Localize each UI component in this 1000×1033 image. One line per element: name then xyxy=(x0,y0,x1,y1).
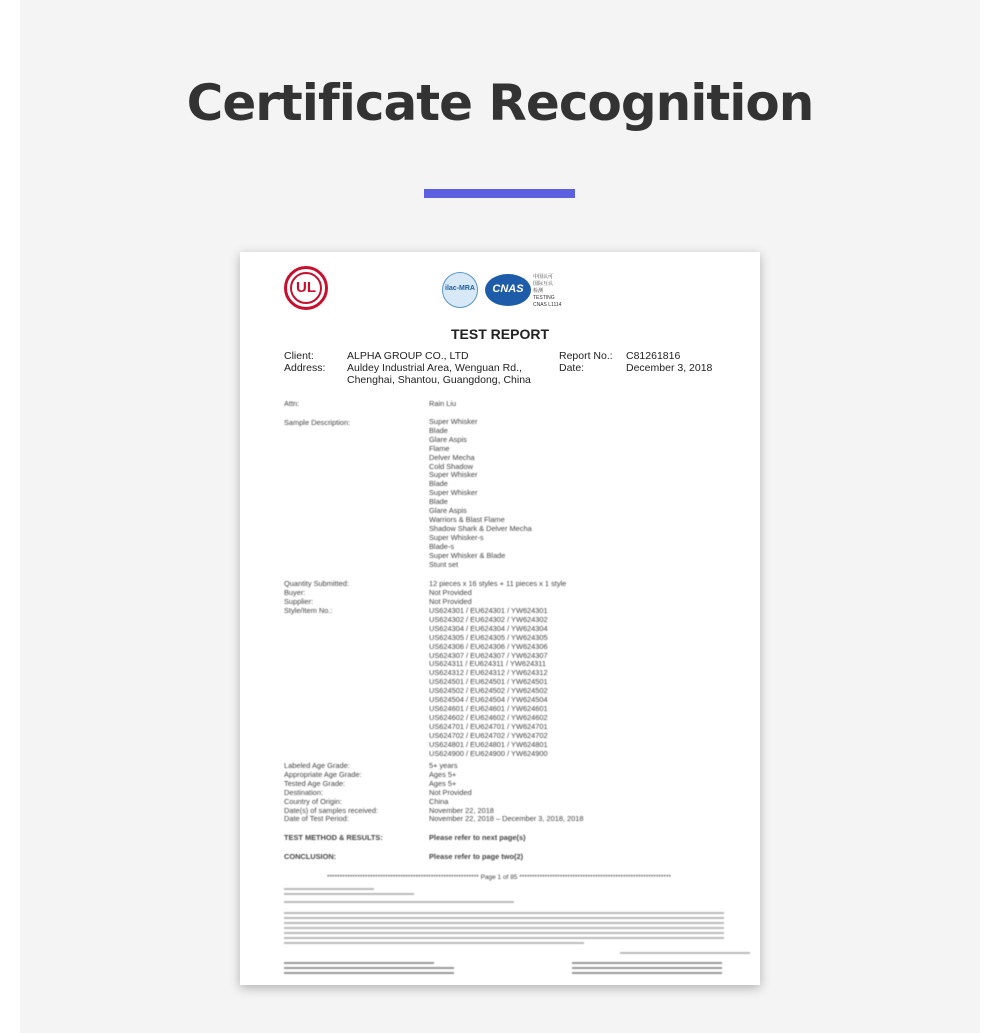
address-label: Address: xyxy=(284,362,326,374)
ul-logo-text: UL xyxy=(290,272,322,304)
conclusion-value: Please refer to page two(2) xyxy=(429,852,524,861)
quantity-labels: Quantity Submitted: Buyer: Supplier: Style/Item No.: xyxy=(284,579,349,615)
fine-print-line xyxy=(284,901,514,903)
fine-print-line xyxy=(284,962,434,964)
certificate-document xyxy=(240,252,760,985)
style-item-numbers: US624301 / EU624301 / YW624301 US624302 / EU624302 / YW624302 US624304 / EU624304 / YW624304 US624305 / EU624305 / YW624305 US624306 / EU624306 / YW624306 US624307 / EU624307 / YW624307 US624311 / EU624311 / YW624311 US624312 / EU624312 / YW624312 US624501 / EU624501 / YW624501 US624502 / EU624502 / YW624502 US624504 / EU624504 / YW624504 US624601 / EU624601 / YW624601 US624602 / EU624602 / YW624602 US624701 / EU624701 / YW624701 US624702 / EU624702 / YW624702 US624801 / EU624801 / YW624801 US624900 / EU624900 / YW624900 xyxy=(429,606,548,758)
fine-print-line xyxy=(284,893,414,895)
fine-print-line xyxy=(284,912,724,914)
quantity-values: 12 pieces x 16 styles + 11 pieces x 1 style Not Provided Not Provided xyxy=(429,579,567,606)
age-grade-values: 5+ years Ages 5+ Ages 5+ Not Provided China November 22, 2018 November 22, 2018 – December 3, 2018, 2018 xyxy=(429,761,584,824)
page-footer: ************************************************************ Page 1 of 85 ************************************************************ xyxy=(326,874,672,881)
test-method-value: Please refer to next page(s) xyxy=(429,833,526,842)
ilac-mra-logo xyxy=(442,272,478,308)
cnas-accreditation-note: 中国认可 国际互认 检测 TESTING CNAS L1114 xyxy=(533,274,562,308)
report-number-label: Report No.: xyxy=(559,350,613,362)
date-label: Date: xyxy=(559,362,585,374)
client-label: Client: xyxy=(284,350,314,362)
sample-description-label: Sample Description: xyxy=(284,418,351,427)
report-number-value: C81261816 xyxy=(626,350,681,362)
fine-print-line xyxy=(284,922,724,924)
fine-print-line xyxy=(572,967,722,969)
report-title: TEST REPORT xyxy=(450,326,549,342)
client-value: ALPHA GROUP CO., LTD xyxy=(347,350,469,362)
attn-value: Rain Liu xyxy=(429,399,457,408)
date-value: December 3, 2018 xyxy=(626,362,713,374)
fine-print-line xyxy=(284,888,374,890)
fine-print-line xyxy=(572,962,722,964)
address-line-1: Auldey Industrial Area, Wenguan Rd., xyxy=(347,362,522,374)
ul-logo xyxy=(284,266,328,310)
fine-print-line xyxy=(284,917,724,919)
fine-print-line xyxy=(284,967,454,969)
ilac-logo-text: ilac-MRA xyxy=(445,285,475,292)
address-line-2: Chenghai, Shantou, Guangdong, China xyxy=(347,374,531,386)
fine-print-line xyxy=(284,942,584,944)
cnas-logo-text: CNAS xyxy=(492,283,524,295)
page-title: Certificate Recognition xyxy=(186,74,814,132)
cnas-logo xyxy=(485,274,531,306)
fine-print-line xyxy=(284,972,454,974)
fine-print-line xyxy=(284,937,724,939)
fine-print-line xyxy=(284,927,724,929)
fine-print-line xyxy=(572,972,722,974)
age-grade-labels: Labeled Age Grade: Appropriate Age Grade: Tested Age Grade: Destination: Country of Origin: Date(s) of samples received: Date of Test Period: xyxy=(284,761,379,824)
test-method-label: TEST METHOD & RESULTS: xyxy=(284,833,383,842)
sample-list: Super Whisker Blade Glare Aspis Flame Delver Mecha Cold Shadow Super Whisker Blade Super Whisker Blade Glare Aspis Warriors & Blast Flame Shadow Shark & Delver Mecha Super Whisker-s Blade-s Super Whisker & Blade Stunt set xyxy=(429,417,532,569)
title-underline xyxy=(424,189,575,198)
attn-label: Attn: xyxy=(284,399,300,408)
fine-print-line xyxy=(284,932,724,934)
conclusion-label: CONCLUSION: xyxy=(284,852,337,861)
fine-print-line xyxy=(620,952,750,954)
